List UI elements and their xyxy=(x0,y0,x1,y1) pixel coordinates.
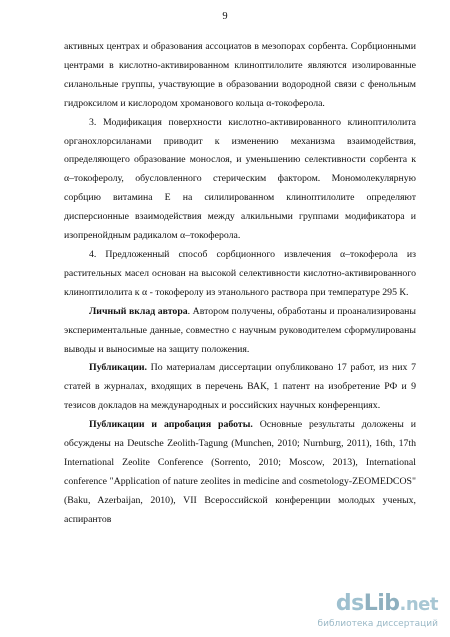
page-number: 9 xyxy=(222,11,228,22)
paragraph-text: активных центрах и образования ассоциатов в мезопорах сорбента. Сорбционными центрами в кислотно-активированном клиноптилолите являются изолированные силанольные группы, участвующие в образовании водородной связи с фенольным гидроксилом и кислородом хроманового кольца α-токоферола. xyxy=(64,41,416,109)
watermark-logo-net: .net xyxy=(399,594,438,615)
paragraph-continuation xyxy=(64,38,416,114)
paragraph-heading: Личный вклад автора xyxy=(89,305,188,317)
paragraph-point-3 xyxy=(64,114,416,246)
paragraph-text: . Автором получены, обработаны и проанализированы экспериментальные данные, совместно с научным руководителем сформулированы выводы и выносимые на защиту положения. xyxy=(64,305,417,355)
document-body xyxy=(64,38,416,530)
paragraph-text: По материалам диссертации опубликовано 17 работ, из них 7 статей в журналах, входящих в перечень ВАК, 1 патент на изобретение РФ и 9 тезисов докладов на международных и российских научных конференциях. xyxy=(64,362,416,412)
watermark-logo xyxy=(336,593,438,616)
watermark-logo-lib: Lib xyxy=(363,591,400,616)
paragraph-personal-contribution xyxy=(64,303,416,360)
watermark xyxy=(318,593,438,627)
paragraph-text: 3. Модификация поверхности кислотно-активированного клиноптилолита органохлорсиланами приводит к изменению механизма взаимодействия, определяющего образование монослоя, и уменьшению селективности сорбента к α–токоферолу, обусловленного стерическим фактором. Мономолекулярную сорбцию витамина Е на силилированном клиноптилолите определяют дисперсионные взаимодействия между алкильными группами модификатора и изопренойдным радикалом α–токоферола. xyxy=(64,116,416,242)
paragraph-heading: Публикации. xyxy=(89,362,147,374)
paragraph-point-4 xyxy=(64,246,416,303)
paragraph-approbation xyxy=(64,416,416,529)
paragraph-heading: Публикации и апробация работы. xyxy=(89,419,253,431)
paragraph-text: Основные результаты доложены и обсуждены на Deutsche Zeolith-Tagung (Munchen, 2010; Nurnburg, 2011), 16th, 17th International Zeolite Conference (Sorrento, 2010; Moscow, 2013), International conference "Application of nature zeolites in medicine and cosmetology-ZEOMEDCOS" (Baku, Azerbaijan, 2010), VII Всероссийской конференции молодых ученых, аспирантов xyxy=(64,419,417,525)
watermark-tagline: библиотека диссертаций xyxy=(317,619,438,629)
watermark-logo-ds: ds xyxy=(335,591,364,616)
paragraph-publications xyxy=(64,359,416,416)
paragraph-text: 4. Предложенный способ сорбционного извлечения α–токоферола из растительных масел основан на высокой селективности кислотно-активированного клиноптилолита к α - токоферолу из этанольного раствора при температуре 295 К. xyxy=(64,248,416,298)
